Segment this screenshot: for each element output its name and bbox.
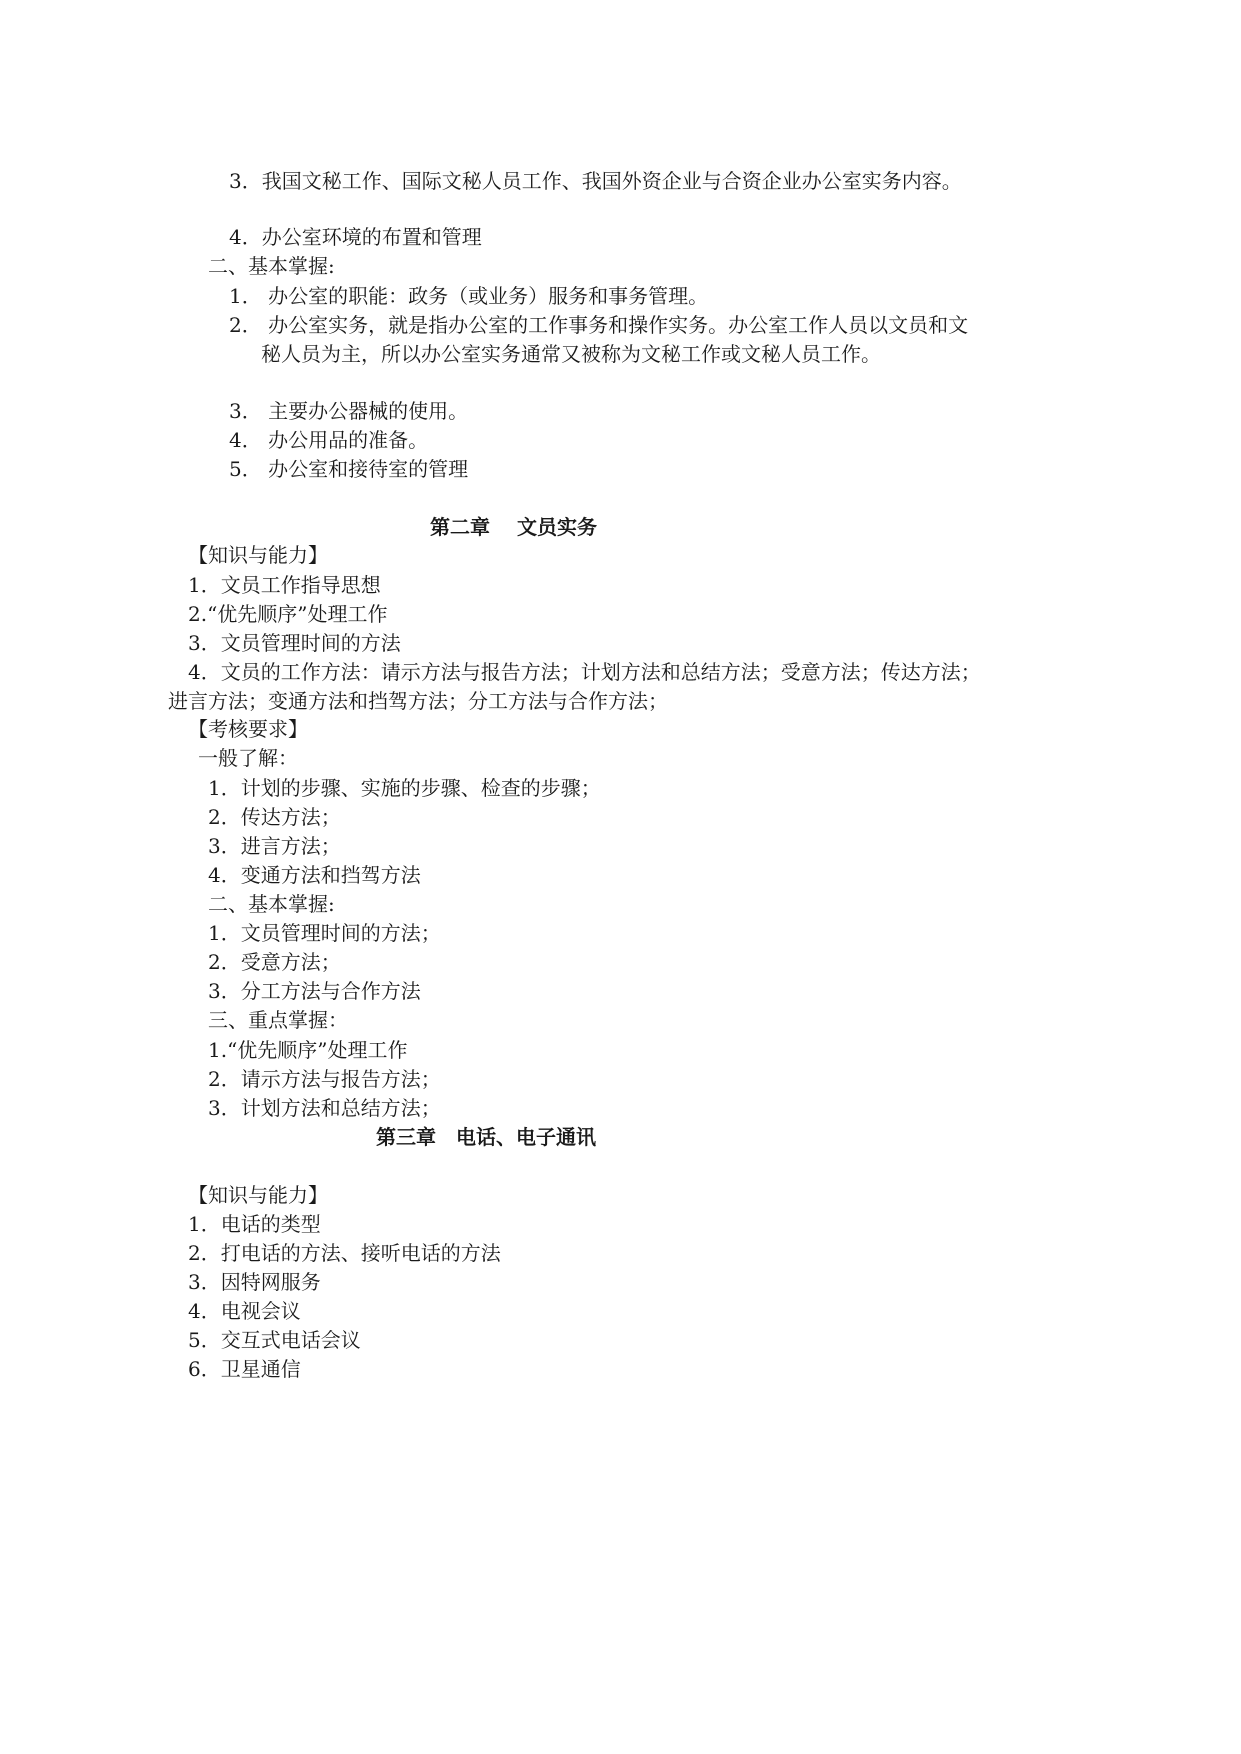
list-item: 3．我国文秘工作、国际文秘人员工作、我国外资企业与合资企业办公室实务内容。 xyxy=(229,169,962,193)
section-heading: 【知识与能力】 xyxy=(188,1183,328,1207)
list-item: 4．文员的工作方法：请示方法与报告方法；计划方法和总结方法；受意方法；传达方法； xyxy=(188,660,981,684)
list-item: 4．办公室环境的布置和管理 xyxy=(229,225,482,249)
list-item: 3．文员管理时间的方法 xyxy=(188,631,401,655)
list-item: 1．文员工作指导思想 xyxy=(188,573,381,597)
list-item: 4． 办公用品的准备。 xyxy=(229,428,429,452)
list-item: 1．计划的步骤、实施的步骤、检查的步骤； xyxy=(208,776,601,800)
list-item: 5． 办公室和接待室的管理 xyxy=(229,457,469,481)
list-item: 6．卫星通信 xyxy=(188,1357,301,1381)
section-heading: 【知识与能力】 xyxy=(188,543,328,567)
list-item: 3．计划方法和总结方法； xyxy=(208,1096,441,1120)
section-heading: 二、基本掌握: xyxy=(208,254,335,278)
list-item: 1． 办公室的职能：政务（或业务）服务和事务管理。 xyxy=(229,284,709,308)
section-heading: 三、重点掌握： xyxy=(208,1008,348,1032)
list-item: 2． 办公室实务，就是指办公室的工作事务和操作实务。办公室工作人员以文员和文 xyxy=(229,313,969,337)
list-item: 1．电话的类型 xyxy=(188,1212,321,1236)
chapter-title: 第三章 电话、电子通讯 xyxy=(376,1125,596,1149)
list-item-continuation: 进言方法；变通方法和挡驾方法；分工方法与合作方法； xyxy=(168,689,668,713)
list-item: 1.“优先顺序”处理工作 xyxy=(208,1038,408,1062)
list-item: 4．变通方法和挡驾方法 xyxy=(208,863,421,887)
list-item: 5．交互式电话会议 xyxy=(188,1328,361,1352)
section-heading: 二、基本掌握: xyxy=(208,892,335,916)
list-item: 3．进言方法； xyxy=(208,834,341,858)
list-item: 1．文员管理时间的方法； xyxy=(208,921,441,945)
list-item-continuation: 秘人员为主，所以办公室实务通常又被称为文秘工作或文秘人员工作。 xyxy=(261,342,881,366)
list-item: 2．打电话的方法、接听电话的方法 xyxy=(188,1241,501,1265)
chapter-title: 第二章 文员实务 xyxy=(430,515,597,539)
section-heading: 【考核要求】 xyxy=(188,717,308,741)
list-item: 3．因特网服务 xyxy=(188,1270,321,1294)
list-item: 2．受意方法； xyxy=(208,950,341,974)
list-item: 2.“优先顺序”处理工作 xyxy=(188,602,388,626)
list-item: 3．分工方法与合作方法 xyxy=(208,979,421,1003)
list-item: 4．电视会议 xyxy=(188,1299,301,1323)
list-item: 3． 主要办公器械的使用。 xyxy=(229,399,469,423)
list-item: 2．传达方法； xyxy=(208,805,341,829)
list-item: 2．请示方法与报告方法； xyxy=(208,1067,441,1091)
section-heading: 一般了解： xyxy=(198,746,298,770)
